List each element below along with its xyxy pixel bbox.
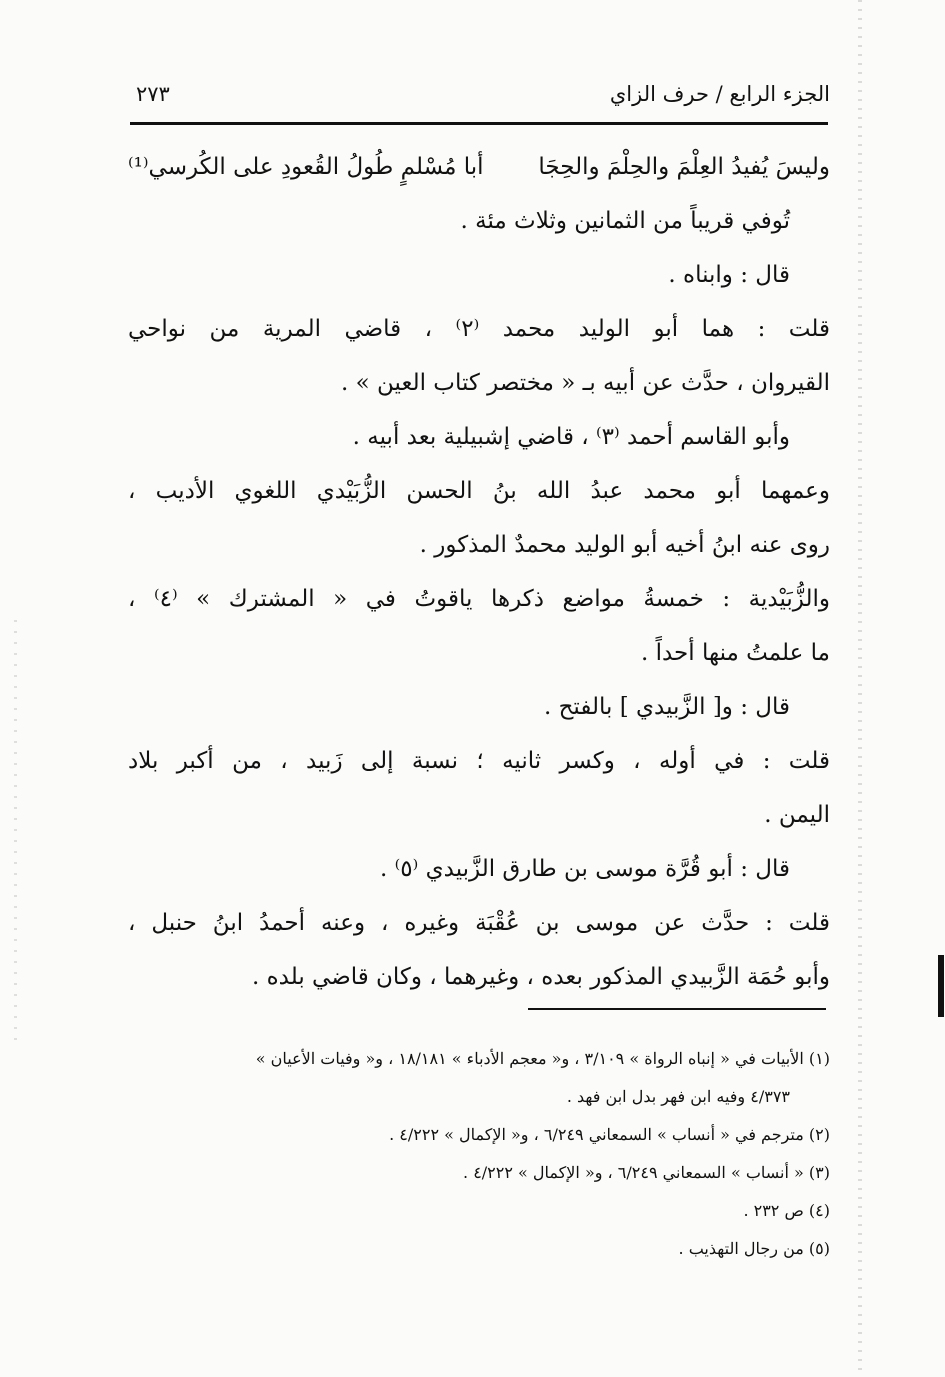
running-title: الجزء الرابع / حرف الزاي — [609, 82, 830, 106]
footnote-rule — [528, 1008, 826, 1010]
text-line: وعمهما أبو محمد عبدُ الله بنُ الحسن الزُّبَيْدي اللغوي الأديب ، — [128, 478, 830, 504]
text-line: ما علمتُ منها أحداً . — [640, 640, 830, 666]
footnotes — [140, 1040, 830, 1268]
text-line: قلت : في أوله ، وكسر ثانيه ؛ نسبة إلى زَبيد ، من أكبر بلاد — [128, 748, 830, 774]
text-line: اليمن . — [764, 802, 830, 828]
header-rule — [130, 122, 828, 125]
footnote: (٢) مترجم في « أنساب » السمعاني ٦/٢٤٩ ، و« الإكمال » ٤/٢٢٢ . — [389, 1125, 830, 1144]
footnote: (١) الأبيات في « إنباه الرواة » ٣/١٠٩ ، و« معجم الأدباء » ١٨/١٨١ ، و« وفيات الأعيان » — [255, 1049, 830, 1068]
scan-margin-dots — [858, 0, 862, 1377]
text-line: والزُّبَيْدية : خمسةُ مواضع ذكرها ياقوتُ في « المشترك » ⁽٤⁾ ، — [128, 586, 830, 612]
text-line: قال : أبو قُرَّة موسى بن طارق الزَّبيدي ⁽٥⁾ . — [380, 856, 790, 882]
footnote: (٣) « أنساب » السمعاني ٦/٢٤٩ ، و« الإكمال » ٤/٢٢٢ . — [463, 1163, 830, 1182]
text-line: قال : وابناه . — [668, 262, 790, 288]
text-line: قال : و[ الزَّبيدي ] بالفتح . — [543, 694, 790, 720]
verse-hemistich-right: وليسَ يُفيدُ العِلْمَ والحِلْمَ والحِجَا — [538, 154, 830, 180]
footnote: (٤) ص ٢٣٢ . — [743, 1201, 830, 1220]
page-number: ٢٧٣ — [136, 82, 170, 106]
main-text — [128, 140, 830, 1004]
text-line: وأبو القاسم أحمد ⁽٣⁾ ، قاضي إشبيلية بعد أبيه . — [352, 424, 790, 450]
footnote: (٥) من رجال التهذيب . — [678, 1239, 830, 1258]
scan-left-dots — [14, 620, 17, 1040]
text-line: روى عنه ابنُ أخيه أبو الوليد محمدٌ المذكور . — [419, 532, 830, 558]
text-line: قلت : حدَّث عن موسى بن عُقْبَة وغيره ، وعنه أحمدُ ابنُ حنبل ، — [128, 910, 830, 936]
text-line: القيروان ، حدَّث عن أبيه بـ « مختصر كتاب العين » . — [341, 370, 830, 396]
poem-verse — [128, 140, 830, 194]
text-line: تُوفي قريباً من الثمانين وثلاث مئة . — [460, 208, 790, 234]
text-line: قلت : هما أبو الوليد محمد ⁽٢⁾ ، قاضي المرية من نواحي — [128, 316, 830, 342]
verse-hemistich-left: أبا مُسْلمٍ طُولُ القُعودِ على الكُرسي⁽¹⁾ — [128, 154, 484, 180]
page-header — [130, 80, 830, 118]
text-line: وأبو حُمَة الزَّبيدي المذكور بعده ، وغيرهما ، وكان قاضي بلده . — [251, 964, 830, 990]
scan-edge-mark — [938, 955, 944, 1017]
footnote-continuation: ٤/٣٧٣ وفيه ابن فهر بدل ابن فهد . — [566, 1087, 790, 1106]
